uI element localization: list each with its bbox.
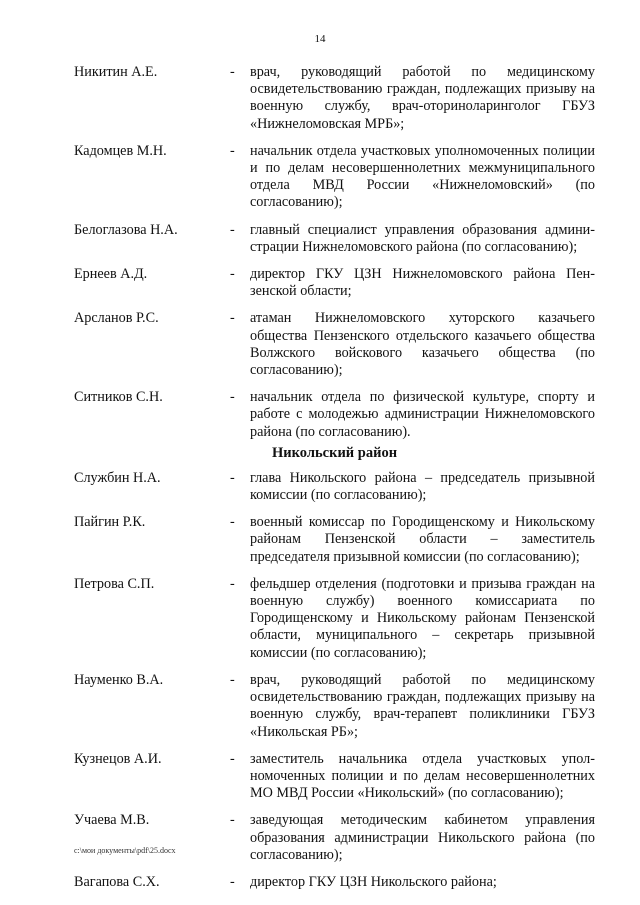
member-dash: - [230,64,235,80]
member-role: директор ГКУ ЦЗН Никольского района; [250,873,497,890]
member-role: врач, руководящий работой по медицинскому освидетельствованию граждан, подлежащих призыву на военную службу, врач-терапевт поликлиники ГБУЗ «Никольская РБ»; [250,671,595,740]
page-number: 14 [314,33,326,45]
member-name: Науменко В.А. [74,671,164,688]
member-name: Вагапова С.Х. [74,873,160,890]
member-entry [74,514,604,566]
member-role: военный комиссар по Городищенскому и Никольскому районам Пензенской области – заместитель председателя призывной комиссии (по согласованию); [250,514,595,565]
member-entry [74,751,604,803]
member-dash: - [230,873,235,890]
member-entry [74,310,604,379]
member-role: фельдшер отделения (подготовки и призыва граждан на военную службу) военного комиссариата по Городищенскому и Никольскому районам Пензенской области, муниципального – секретарь призывной комиссии (по согласованию); [250,575,595,661]
member-name: Петрова С.П. [74,575,155,592]
file-path-footer: c:\мои документы\pdf\25.docx [74,846,176,855]
member-dash: - [230,469,235,486]
member-name: Белоглазова Н.А. [74,221,178,238]
member-name: Кадомцев М.Н. [74,142,167,159]
member-entry [74,222,604,256]
member-name: Арсланов Р.С. [74,310,159,327]
member-name: Службин Н.А. [74,469,161,486]
member-role: глава Никольского района – председатель призывной комиссии (по согласованию); [250,469,595,504]
member-dash: - [230,750,235,767]
member-dash: - [230,812,235,829]
member-role: директор ГКУ ЦЗН Нижнеломовского района Пензенской области; [250,266,595,300]
member-role: начальник отдела по физической культуре, спорту и работе с молодежью администрации Нижнеломовского района (по согласованию). [250,389,595,440]
member-name: Учаева М.В. [74,812,150,829]
member-entry [74,389,604,441]
member-role: заведующая методическим кабинетом управления образования администрации Никольского района (по согласованию); [250,812,595,863]
member-name: Ситников С.Н. [74,389,163,406]
member-role: начальник отдела участковых уполномоченных полиции и по делам несовершеннолетних межмуниципального отдела МВД России «Нижнеломовский» (по согласованию); [250,142,595,211]
member-role: врач, руководящий работой по медицинскому освидетельствованию граждан, подлежащих призыву на военную службу, врач-оториноларинголог ГБУЗ «Нижнеломовская МРБ»; [250,64,595,132]
member-name: Кузнецов А.И. [74,750,162,767]
member-entry [74,64,604,133]
section-title: Никольский район [272,444,398,461]
member-name: Пайгин Р.К. [74,514,146,531]
member-entry [74,266,604,300]
member-entry [74,576,604,662]
member-name: Ернеев А.Д. [74,266,148,283]
member-entry [74,812,604,864]
member-entry [74,143,604,212]
member-dash: - [230,142,235,159]
member-entry [74,470,604,504]
member-dash: - [230,310,235,327]
member-role: главный специалист управления образования администрации Нижнеломовского района (по согласованию); [250,221,595,255]
member-name: Никитин А.Е. [74,64,158,80]
commission-member-list [74,64,604,901]
member-role: атаман Нижнеломовского хуторского казачьего общества Пензенского отдельского казачьего общества Волжского войскового казачьего общества (по согласованию); [250,310,595,379]
member-role: заместитель начальника отдела участковых уполномоченных полиции и по делам несовершеннолетних МО МВД России «Никольский» (по согласованию); [250,750,595,802]
member-dash: - [230,671,235,688]
member-dash: - [230,389,235,406]
member-dash: - [230,575,235,592]
member-entry [74,672,604,741]
member-dash: - [230,266,235,283]
member-dash: - [230,514,235,531]
member-dash: - [230,221,235,238]
member-entry [74,874,604,891]
